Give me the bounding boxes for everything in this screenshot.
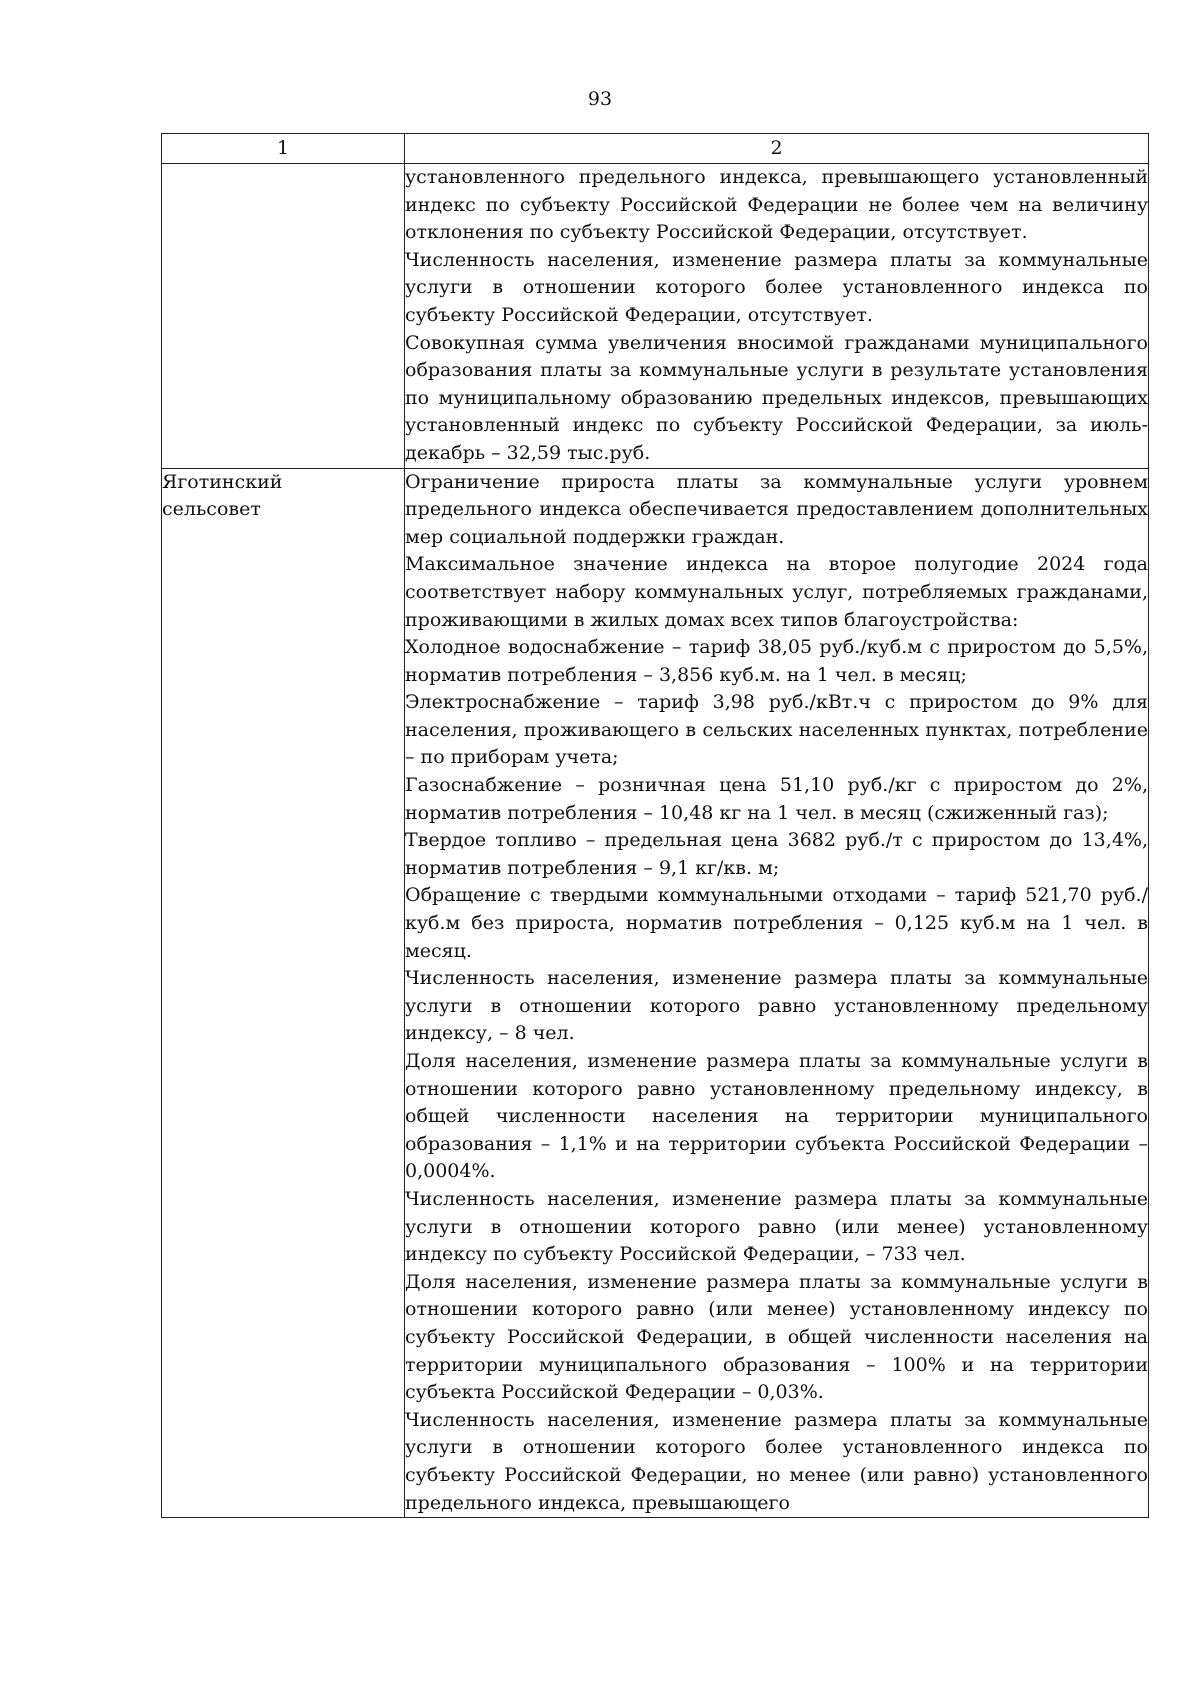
description-paragraph: установленного предельного индекса, превышающего установленный индекс по субъекту Российской Федерации не более чем на величину отклонения по субъекту Российской Федерации, отсутствует.	[405, 166, 1148, 244]
table-header-row	[162, 134, 1149, 164]
description-paragraph: Ограничение прироста платы за коммунальные услуги уровнем предельного индекса обеспечивается предоставлением дополнительных мер социальной поддержки граждан.	[405, 470, 1148, 548]
table-row	[162, 468, 1149, 1518]
description-cell	[405, 164, 1149, 469]
municipality-name-line: сельсовет	[162, 498, 261, 521]
column-header-2: 2	[405, 134, 1149, 164]
table-row	[162, 164, 1149, 469]
description-paragraph: Численность населения, изменение размера платы за коммунальные услуги в отношении которого более установленного индекса по субъекту Российской Федерации, отсутствует.	[405, 248, 1148, 326]
description-paragraph: Электроснабжение – тариф 3,98 руб./кВт.ч с приростом до 9% для населения, проживающего в сельских населенных пунктах, потребление – по приборам учета;	[405, 691, 1148, 769]
municipality-name-cell	[162, 164, 405, 469]
description-paragraph: Твердое топливо – предельная цена 3682 руб./т с приростом до 13,4%, норматив потребления – 9,1 кг/кв. м;	[405, 829, 1148, 879]
description-paragraph: Доля населения, изменение размера платы за коммунальные услуги в отношении которого равно установленному предельному индексу, в общей численности населения на территории муниципального образования – 1,1% и на территории субъекта Российской Федерации – 0,0004%.	[405, 1050, 1148, 1183]
document-table	[161, 133, 1149, 1518]
column-header-1: 1	[162, 134, 405, 164]
description-paragraph: Газоснабжение – розничная цена 51,10 руб./кг с приростом до 2%, норматив потребления – 10,48 кг на 1 чел. в месяц (сжиженный газ);	[405, 774, 1148, 824]
page-number: 93	[587, 88, 613, 110]
table-body	[162, 164, 1149, 1518]
municipality-name-cell	[162, 468, 405, 1518]
description-paragraph: Холодное водоснабжение – тариф 38,05 руб./куб.м с приростом до 5,5%, норматив потребления – 3,856 куб.м. на 1 чел. в месяц;	[405, 636, 1148, 686]
description-paragraph: Численность населения, изменение размера платы за коммунальные услуги в отношении которого равно (или менее) установленному индексу по субъекту Российской Федерации, – 733 чел.	[405, 1187, 1148, 1266]
description-paragraph: Численность населения, изменение размера платы за коммунальные услуги в отношении которого равно установленному предельному индексу, – 8 чел.	[405, 967, 1148, 1045]
description-cell	[405, 468, 1149, 1518]
description-paragraph: Доля населения, изменение размера платы за коммунальные услуги в отношении которого равно (или менее) установленному индексу по субъекту Российской Федерации, в общей численности населения на территории муниципального образования – 100% и на территории субъекта Российской Федерации – 0,03%.	[405, 1270, 1148, 1404]
municipality-name-line: Яготинский	[162, 470, 283, 493]
description-paragraph: Совокупная сумма увеличения вносимой гражданами муниципального образования платы за коммунальные услуги в результате установления по муниципальному образованию предельных индексов, превышающих установленный индекс по субъекту Российской Федерации, за июль-декабрь – 32,59 тыс.руб.	[405, 331, 1148, 464]
description-paragraph: Обращение с твердыми коммунальными отходами – тариф 521,70 руб./куб.м без прироста, норматив потребления – 0,125 куб.м на 1 чел. в месяц.	[405, 884, 1148, 962]
description-paragraph: Численность населения, изменение размера платы за коммунальные услуги в отношении которого более установленного индекса по субъекту Российской Федерации, но менее (или равно) установленного предельного индекса, превышающего	[405, 1408, 1148, 1514]
description-paragraph: Максимальное значение индекса на второе полугодие 2024 года соответствует набору коммунальных услуг, потребляемых гражданами, проживающими в жилых домах всех типов благоустройства:	[405, 553, 1148, 631]
